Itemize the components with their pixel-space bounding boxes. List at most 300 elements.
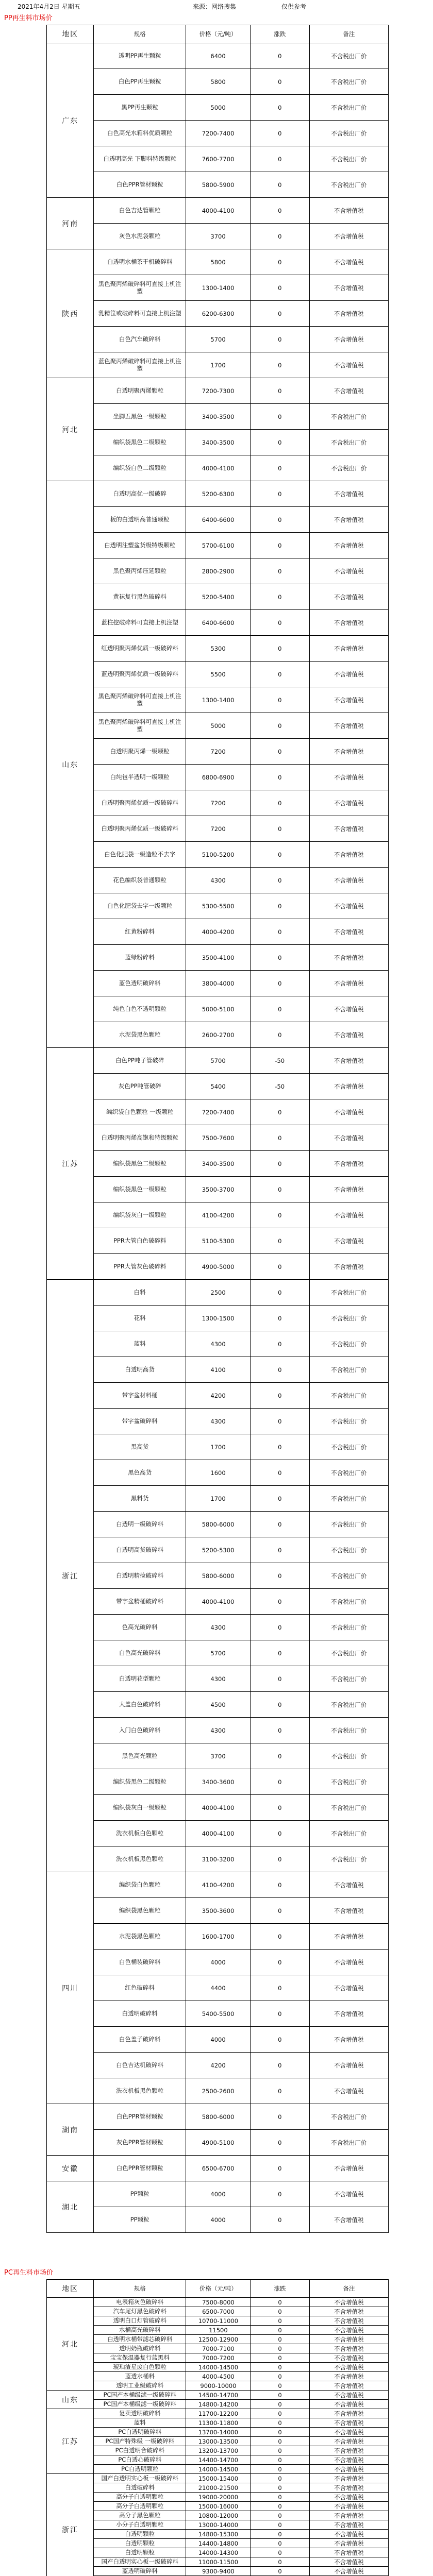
col-region: 地区 [47, 2280, 94, 2298]
price-cell: 3700 [186, 224, 251, 249]
price-cell: 11700-12200 [186, 2409, 251, 2418]
table-row [47, 2483, 389, 2493]
spec-cell: 白透明聚丙烯一级颗粒 [94, 739, 186, 765]
change-cell: 0 [250, 1099, 309, 1125]
change-cell: 0 [250, 739, 309, 765]
note-cell: 不含增值税 [309, 2363, 388, 2372]
table-row [47, 1846, 389, 1872]
table-row [47, 1589, 389, 1615]
change-cell: 0 [250, 1640, 309, 1666]
price-cell: 14500-14700 [186, 2391, 251, 2400]
note-cell: 不含增值税 [309, 2381, 388, 2391]
price-cell: 5800-6000 [186, 2104, 251, 2130]
price-cell: 5700 [186, 327, 251, 352]
price-cell: 14000-14500 [186, 2465, 251, 2474]
spec-cell: 汽车尾灯黑色破碎料 [94, 2307, 186, 2316]
note-cell: 不含增值税 [309, 2409, 388, 2418]
table-row [47, 1383, 389, 1409]
table-row [47, 1924, 389, 1950]
note-cell: 不含税出厂价 [309, 172, 388, 198]
table-row [47, 868, 389, 893]
change-cell: 0 [251, 2567, 309, 2576]
note-cell: 不含增值税 [309, 2520, 388, 2530]
change-cell: 0 [250, 2130, 309, 2156]
table-row [47, 146, 389, 172]
spec-cell: 白色汽车破碎料 [94, 327, 186, 352]
report-notice: 仅供参考 [281, 3, 307, 10]
spec-cell: 蓝透明聚丙烯优质一级破碎料 [94, 662, 186, 687]
price-cell: 13000-13500 [186, 2437, 251, 2446]
spec-cell: 白透明聚丙烯优质一级破碎料 [94, 790, 186, 816]
price-cell: 4400 [186, 1975, 251, 2001]
spec-cell: 白色盖子破碎料 [94, 2027, 186, 2053]
change-cell: 0 [250, 69, 309, 95]
change-cell: 0 [250, 1666, 309, 1692]
table-row [47, 790, 389, 816]
table-row [47, 2298, 389, 2307]
table-row [47, 2335, 389, 2344]
change-cell: 0 [250, 121, 309, 146]
price-cell: 4300 [186, 1718, 251, 1743]
price-cell: 12500-12900 [186, 2335, 251, 2344]
region-cell: 河北 [47, 378, 94, 481]
pc-table-body [47, 2298, 389, 2576]
table-row [47, 713, 389, 739]
price-cell: 5800 [186, 69, 251, 95]
price-cell: 7000-7200 [186, 2353, 251, 2363]
spec-cell: 小分子白透明颗粒 [94, 2520, 186, 2530]
note-cell: 不含税出厂价 [309, 1769, 388, 1795]
table-row [47, 2446, 389, 2455]
price-cell: 5100-5200 [186, 842, 251, 868]
spec-cell: 国产白透明实心板一级破碎料 [94, 2474, 186, 2483]
price-cell: 3700 [186, 1743, 251, 1769]
note-cell: 不含增值税 [309, 558, 388, 584]
change-cell: 0 [251, 2502, 309, 2511]
note-cell: 不含增值税 [309, 352, 388, 378]
table-row [47, 1280, 389, 1306]
spec-cell: 白色化肥袋去字一级颗粒 [94, 893, 186, 919]
spec-cell: PP颗粒 [94, 2207, 186, 2233]
spec-cell: 白色PP再生颗粒 [94, 69, 186, 95]
change-cell: 0 [251, 2428, 309, 2437]
note-cell: 不含增值税 [309, 2548, 388, 2557]
price-cell: 6500-7000 [186, 2307, 251, 2316]
region-cell: 河南 [47, 198, 94, 249]
change-cell: 0 [250, 352, 309, 378]
spec-cell: 蓝柱挖破碎料可直接上机注塑 [94, 610, 186, 636]
note-cell: 不含增值税 [309, 2465, 388, 2474]
spec-cell: 白色PPR管材颗粒 [94, 2156, 186, 2181]
table-row [47, 404, 389, 430]
price-cell: 5800-6000 [186, 1512, 251, 1537]
spec-cell: 白透明水桶带滤芯破碎料 [94, 2335, 186, 2344]
price-cell: 6400-6600 [186, 507, 251, 533]
table-row [47, 945, 389, 971]
note-cell: 不含增值税 [309, 868, 388, 893]
spec-cell: 花料 [94, 1306, 186, 1331]
region-cell: 江苏 [47, 1048, 94, 1280]
price-cell: 6500-6700 [186, 2156, 251, 2181]
col-region: 地区 [47, 25, 94, 43]
price-cell: 5500 [186, 662, 251, 687]
change-cell: 0 [250, 146, 309, 172]
spec-cell: PC白透明合破碎料 [94, 2446, 186, 2455]
spec-cell: 白纯包半透明一级颗粒 [94, 765, 186, 790]
table-row [47, 1151, 389, 1177]
change-cell: 0 [250, 662, 309, 687]
spec-cell: PC白透明破碎料 [94, 2428, 186, 2437]
note-cell: 不含增值税 [309, 1099, 388, 1125]
note-cell: 不含税出厂价 [309, 2130, 388, 2156]
table-row [47, 2363, 389, 2372]
price-cell: 4300 [186, 1615, 251, 1640]
table-row [47, 2027, 389, 2053]
spec-cell: 蓝透水桶料 [94, 2372, 186, 2381]
note-cell: 不含税出厂价 [309, 1563, 388, 1589]
change-cell: 0 [250, 1254, 309, 1280]
spec-cell: 白色吉达机破碎料 [94, 2053, 186, 2078]
note-cell: 不含增值税 [309, 2418, 388, 2428]
spec-cell: 水桶高光破碎料 [94, 2326, 186, 2335]
change-cell: 0 [250, 1331, 309, 1357]
table-row [47, 481, 389, 507]
spec-cell: 黄袜复行黑色破碎料 [94, 584, 186, 610]
table-row [47, 1357, 389, 1383]
spec-cell: 大盖白色破碎料 [94, 1692, 186, 1718]
spec-cell: 花色编织袋普通颗粒 [94, 868, 186, 893]
spec-cell: 灰色PP吨管破碎 [94, 1074, 186, 1099]
table-row [47, 2474, 389, 2483]
table-row [47, 1125, 389, 1151]
note-cell: 不含增值税 [309, 2298, 388, 2307]
change-cell: 0 [250, 971, 309, 996]
spec-cell: 编织袋白色颗粒 [94, 1872, 186, 1898]
change-cell: 0 [250, 893, 309, 919]
spec-cell: 白透明高光 下脚料特级颗粒 [94, 146, 186, 172]
table-row [47, 2001, 389, 2027]
change-cell: 0 [251, 2353, 309, 2363]
change-cell: 0 [250, 507, 309, 533]
price-cell: 11300-11800 [186, 2418, 251, 2428]
price-cell: 5000 [186, 713, 251, 739]
table-row [47, 2567, 389, 2576]
spec-cell: 编织袋黑色二级颗粒 [94, 1769, 186, 1795]
change-cell: 0 [250, 1589, 309, 1615]
table-row [47, 1228, 389, 1254]
price-cell: 7600-7700 [186, 146, 251, 172]
spec-cell: 白透明聚丙烯高饱和特级颗粒 [94, 1125, 186, 1151]
change-cell: 0 [251, 2400, 309, 2409]
table-row [47, 1640, 389, 1666]
price-cell: 4300 [186, 868, 251, 893]
spec-cell: 黑高货 [94, 1434, 186, 1460]
note-cell: 不含增值税 [309, 2455, 388, 2465]
price-cell: 5800-6000 [186, 1563, 251, 1589]
col-change: 涨跌 [251, 2280, 309, 2298]
note-cell: 不含税出厂价 [309, 1357, 388, 1383]
change-cell: 0 [250, 1125, 309, 1151]
price-cell: 7200-7300 [186, 378, 251, 404]
note-cell: 不含税出厂价 [309, 455, 388, 481]
change-cell: 0 [251, 2511, 309, 2520]
change-cell: -50 [250, 1048, 309, 1074]
table-row [47, 1563, 389, 1589]
spec-cell: 编织袋黑色颗粒 [94, 1898, 186, 1924]
col-note: 备注 [309, 2280, 388, 2298]
price-cell: 1600-1700 [186, 1924, 251, 1950]
note-cell: 不含增值税 [309, 893, 388, 919]
table-row [47, 1950, 389, 1975]
table-row [47, 1692, 389, 1718]
price-cell: 5200-6300 [186, 481, 251, 507]
change-cell: 0 [250, 2181, 309, 2207]
price-cell: 3400-3500 [186, 404, 251, 430]
table-row [47, 1743, 389, 1769]
pp-section-title: PP再生料市场价 [4, 14, 53, 22]
note-cell: 不含税出厂价 [309, 1666, 388, 1692]
note-cell: 不含税出厂价 [309, 1383, 388, 1409]
change-cell: 0 [250, 765, 309, 790]
spec-cell: 洗衣机板白色颗粒 [94, 1821, 186, 1846]
table-row [47, 2465, 389, 2474]
change-cell: 0 [250, 2104, 309, 2130]
note-cell: 不含增值税 [309, 275, 388, 301]
change-cell: 0 [250, 558, 309, 584]
note-cell: 不含增值税 [309, 2474, 388, 2483]
note-cell: 不含税出厂价 [309, 121, 388, 146]
price-cell: 7200 [186, 790, 251, 816]
spec-cell: 黑色聚丙烯破碎料可直接上机注塑 [94, 687, 186, 713]
change-cell: 0 [250, 378, 309, 404]
price-cell: 5200-5400 [186, 584, 251, 610]
note-cell: 不含增值税 [309, 1254, 388, 1280]
note-cell: 不含增值税 [309, 765, 388, 790]
change-cell: 0 [250, 584, 309, 610]
spec-cell: 编织袋黑色二级颗粒 [94, 1151, 186, 1177]
spec-cell: 透明奶瓶破碎料 [94, 2344, 186, 2353]
note-cell: 不含增值税 [309, 2400, 388, 2409]
note-cell: 不含税出厂价 [309, 1409, 388, 1434]
change-cell: 0 [251, 2372, 309, 2381]
price-cell: 9000-10000 [186, 2381, 251, 2391]
spec-cell: 白透明高货 [94, 1357, 186, 1383]
table-row [47, 43, 389, 69]
price-cell: 13200-13700 [186, 2446, 251, 2455]
price-cell: 7000-7100 [186, 2344, 251, 2353]
table-row [47, 1512, 389, 1537]
table-row [47, 95, 389, 121]
pc-header-row [47, 2280, 389, 2298]
spec-cell: 黑色聚丙烯破碎料可直接上机注塑 [94, 275, 186, 301]
change-cell: 0 [250, 816, 309, 842]
change-cell: 0 [251, 2363, 309, 2372]
change-cell: 0 [250, 1898, 309, 1924]
table-row [47, 2391, 389, 2400]
note-cell: 不含增值税 [309, 945, 388, 971]
price-cell: 7200 [186, 739, 251, 765]
col-price: 价格（元/吨） [186, 2280, 251, 2298]
spec-cell: PPR大管灰色破碎料 [94, 1254, 186, 1280]
change-cell: 0 [250, 172, 309, 198]
note-cell: 不含增值税 [309, 1022, 388, 1048]
price-cell: 4000 [186, 1950, 251, 1975]
note-cell: 不含增值税 [309, 2326, 388, 2335]
change-cell: 0 [250, 1563, 309, 1589]
note-cell: 不含增值税 [309, 2391, 388, 2400]
price-cell: 1300-1400 [186, 687, 251, 713]
pc-price-table [46, 2279, 389, 2576]
spec-cell: 白色吉达管颗粒 [94, 198, 186, 224]
note-cell: 不含增值税 [309, 2078, 388, 2104]
note-cell: 不含税出厂价 [309, 1615, 388, 1640]
change-cell: 0 [250, 945, 309, 971]
note-cell: 不含增值税 [309, 2053, 388, 2078]
table-row [47, 2530, 389, 2539]
change-cell: 0 [250, 2001, 309, 2027]
note-cell: 不含增值税 [309, 2156, 388, 2181]
note-cell: 不含增值税 [309, 2502, 388, 2511]
note-cell: 不含税出厂价 [309, 95, 388, 121]
note-cell: 不含增值税 [309, 584, 388, 610]
price-cell: 4000 [186, 2181, 251, 2207]
note-cell: 不含增值税 [309, 507, 388, 533]
price-cell: 3800-4000 [186, 971, 251, 996]
table-row [47, 224, 389, 249]
change-cell: 0 [250, 636, 309, 662]
price-cell: 1300-1400 [186, 275, 251, 301]
pc-section-title: PC再生料市场价 [4, 2269, 53, 2277]
table-row [47, 327, 389, 352]
note-cell: 不含增值税 [309, 919, 388, 945]
spec-cell: 白色PPR管材颗粒 [94, 172, 186, 198]
price-cell: 2800-2900 [186, 558, 251, 584]
spec-cell: 蓝绿粉碎料 [94, 945, 186, 971]
spec-cell: 编织袋黑色一级颗粒 [94, 1177, 186, 1202]
spec-cell: 洗衣机板黑色颗粒 [94, 2078, 186, 2104]
price-cell: 3500-4100 [186, 945, 251, 971]
table-row [47, 739, 389, 765]
note-cell: 不含增值税 [309, 713, 388, 739]
region-cell: 四川 [47, 1872, 94, 2104]
note-cell: 不含增值税 [309, 1202, 388, 1228]
region-cell: 湖南 [47, 2104, 94, 2156]
spec-cell: 带字盆破碎料 [94, 1409, 186, 1434]
note-cell: 不含增值税 [309, 2567, 388, 2576]
change-cell: 0 [250, 868, 309, 893]
table-row [47, 507, 389, 533]
price-cell: 5000 [186, 95, 251, 121]
spec-cell: 透明工业级破碎料 [94, 2381, 186, 2391]
table-row [47, 1306, 389, 1331]
table-row [47, 2418, 389, 2428]
spec-cell: 蓝透明破碎料 [94, 2567, 186, 2576]
table-row [47, 2409, 389, 2418]
change-cell: 0 [251, 2391, 309, 2400]
spec-cell: 电表箱灰色破碎料 [94, 2298, 186, 2307]
table-row [47, 1821, 389, 1846]
change-cell: 0 [251, 2418, 309, 2428]
note-cell: 不含增值税 [309, 2493, 388, 2502]
table-row [47, 2156, 389, 2181]
price-cell: 5800 [186, 249, 251, 275]
note-cell: 不含增值税 [309, 790, 388, 816]
col-spec: 规格 [94, 2280, 186, 2298]
price-cell: 10700-11000 [186, 2316, 251, 2326]
table-row [47, 1537, 389, 1563]
table-row [47, 971, 389, 996]
change-cell: 0 [250, 1383, 309, 1409]
spec-cell: 透明白口灯管破碎料 [94, 2316, 186, 2326]
price-cell: 5700-6100 [186, 533, 251, 558]
note-cell: 不含增值税 [309, 481, 388, 507]
price-cell: 4300 [186, 1409, 251, 1434]
price-cell: 11000-11500 [186, 2557, 251, 2567]
note-cell: 不含增值税 [309, 1151, 388, 1177]
table-row [47, 610, 389, 636]
note-cell: 不含增值税 [309, 198, 388, 224]
change-cell: 0 [250, 2027, 309, 2053]
table-row [47, 1434, 389, 1460]
report-header [3, 1, 430, 12]
table-row [47, 2539, 389, 2548]
price-cell: 5700 [186, 1640, 251, 1666]
price-cell: 5100-5300 [186, 1228, 251, 1254]
note-cell: 不含税出厂价 [309, 404, 388, 430]
change-cell: 0 [251, 2437, 309, 2446]
note-cell: 不含增值税 [309, 2207, 388, 2233]
table-row [47, 1769, 389, 1795]
note-cell: 不含增值税 [309, 1228, 388, 1254]
note-cell: 不含增值税 [309, 739, 388, 765]
change-cell: 0 [250, 610, 309, 636]
table-row [47, 2344, 389, 2353]
col-note: 备注 [309, 25, 388, 43]
note-cell: 不含增值税 [309, 1950, 388, 1975]
spec-cell: 洗衣机板黑色颗粒 [94, 1846, 186, 1872]
change-cell: 0 [250, 1177, 309, 1202]
table-row [47, 533, 389, 558]
note-cell: 不含增值税 [309, 1975, 388, 2001]
price-cell: 4000-4100 [186, 1589, 251, 1615]
spec-cell: 高分子白透明颗粒 [94, 2493, 186, 2502]
table-row [47, 1975, 389, 2001]
note-cell: 不含税出厂价 [309, 1795, 388, 1821]
table-row [47, 1177, 389, 1202]
change-cell: 0 [251, 2381, 309, 2391]
table-row [47, 2307, 389, 2316]
change-cell: 0 [251, 2316, 309, 2326]
change-cell: 0 [250, 1769, 309, 1795]
table-row [47, 2207, 389, 2233]
price-cell: 4100-4200 [186, 1872, 251, 1898]
note-cell: 不含税出厂价 [309, 1537, 388, 1563]
table-row [47, 1254, 389, 1280]
price-cell: 5300 [186, 636, 251, 662]
note-cell: 不含税出厂价 [309, 1460, 388, 1486]
price-cell: 3400-3600 [186, 1769, 251, 1795]
price-cell: 14000-14500 [186, 2363, 251, 2372]
report-source: 来源：网络搜集 [193, 3, 237, 10]
price-cell: 4000-4100 [186, 1795, 251, 1821]
spec-cell: 白透明一级破碎料 [94, 1512, 186, 1537]
change-cell: 0 [250, 2156, 309, 2181]
note-cell: 不含增值税 [309, 1177, 388, 1202]
change-cell: 0 [250, 1409, 309, 1434]
price-cell: 3100-3200 [186, 1846, 251, 1872]
spec-cell: 白色PP吨子管破碎 [94, 1048, 186, 1074]
region-cell: 浙江 [47, 2474, 94, 2576]
